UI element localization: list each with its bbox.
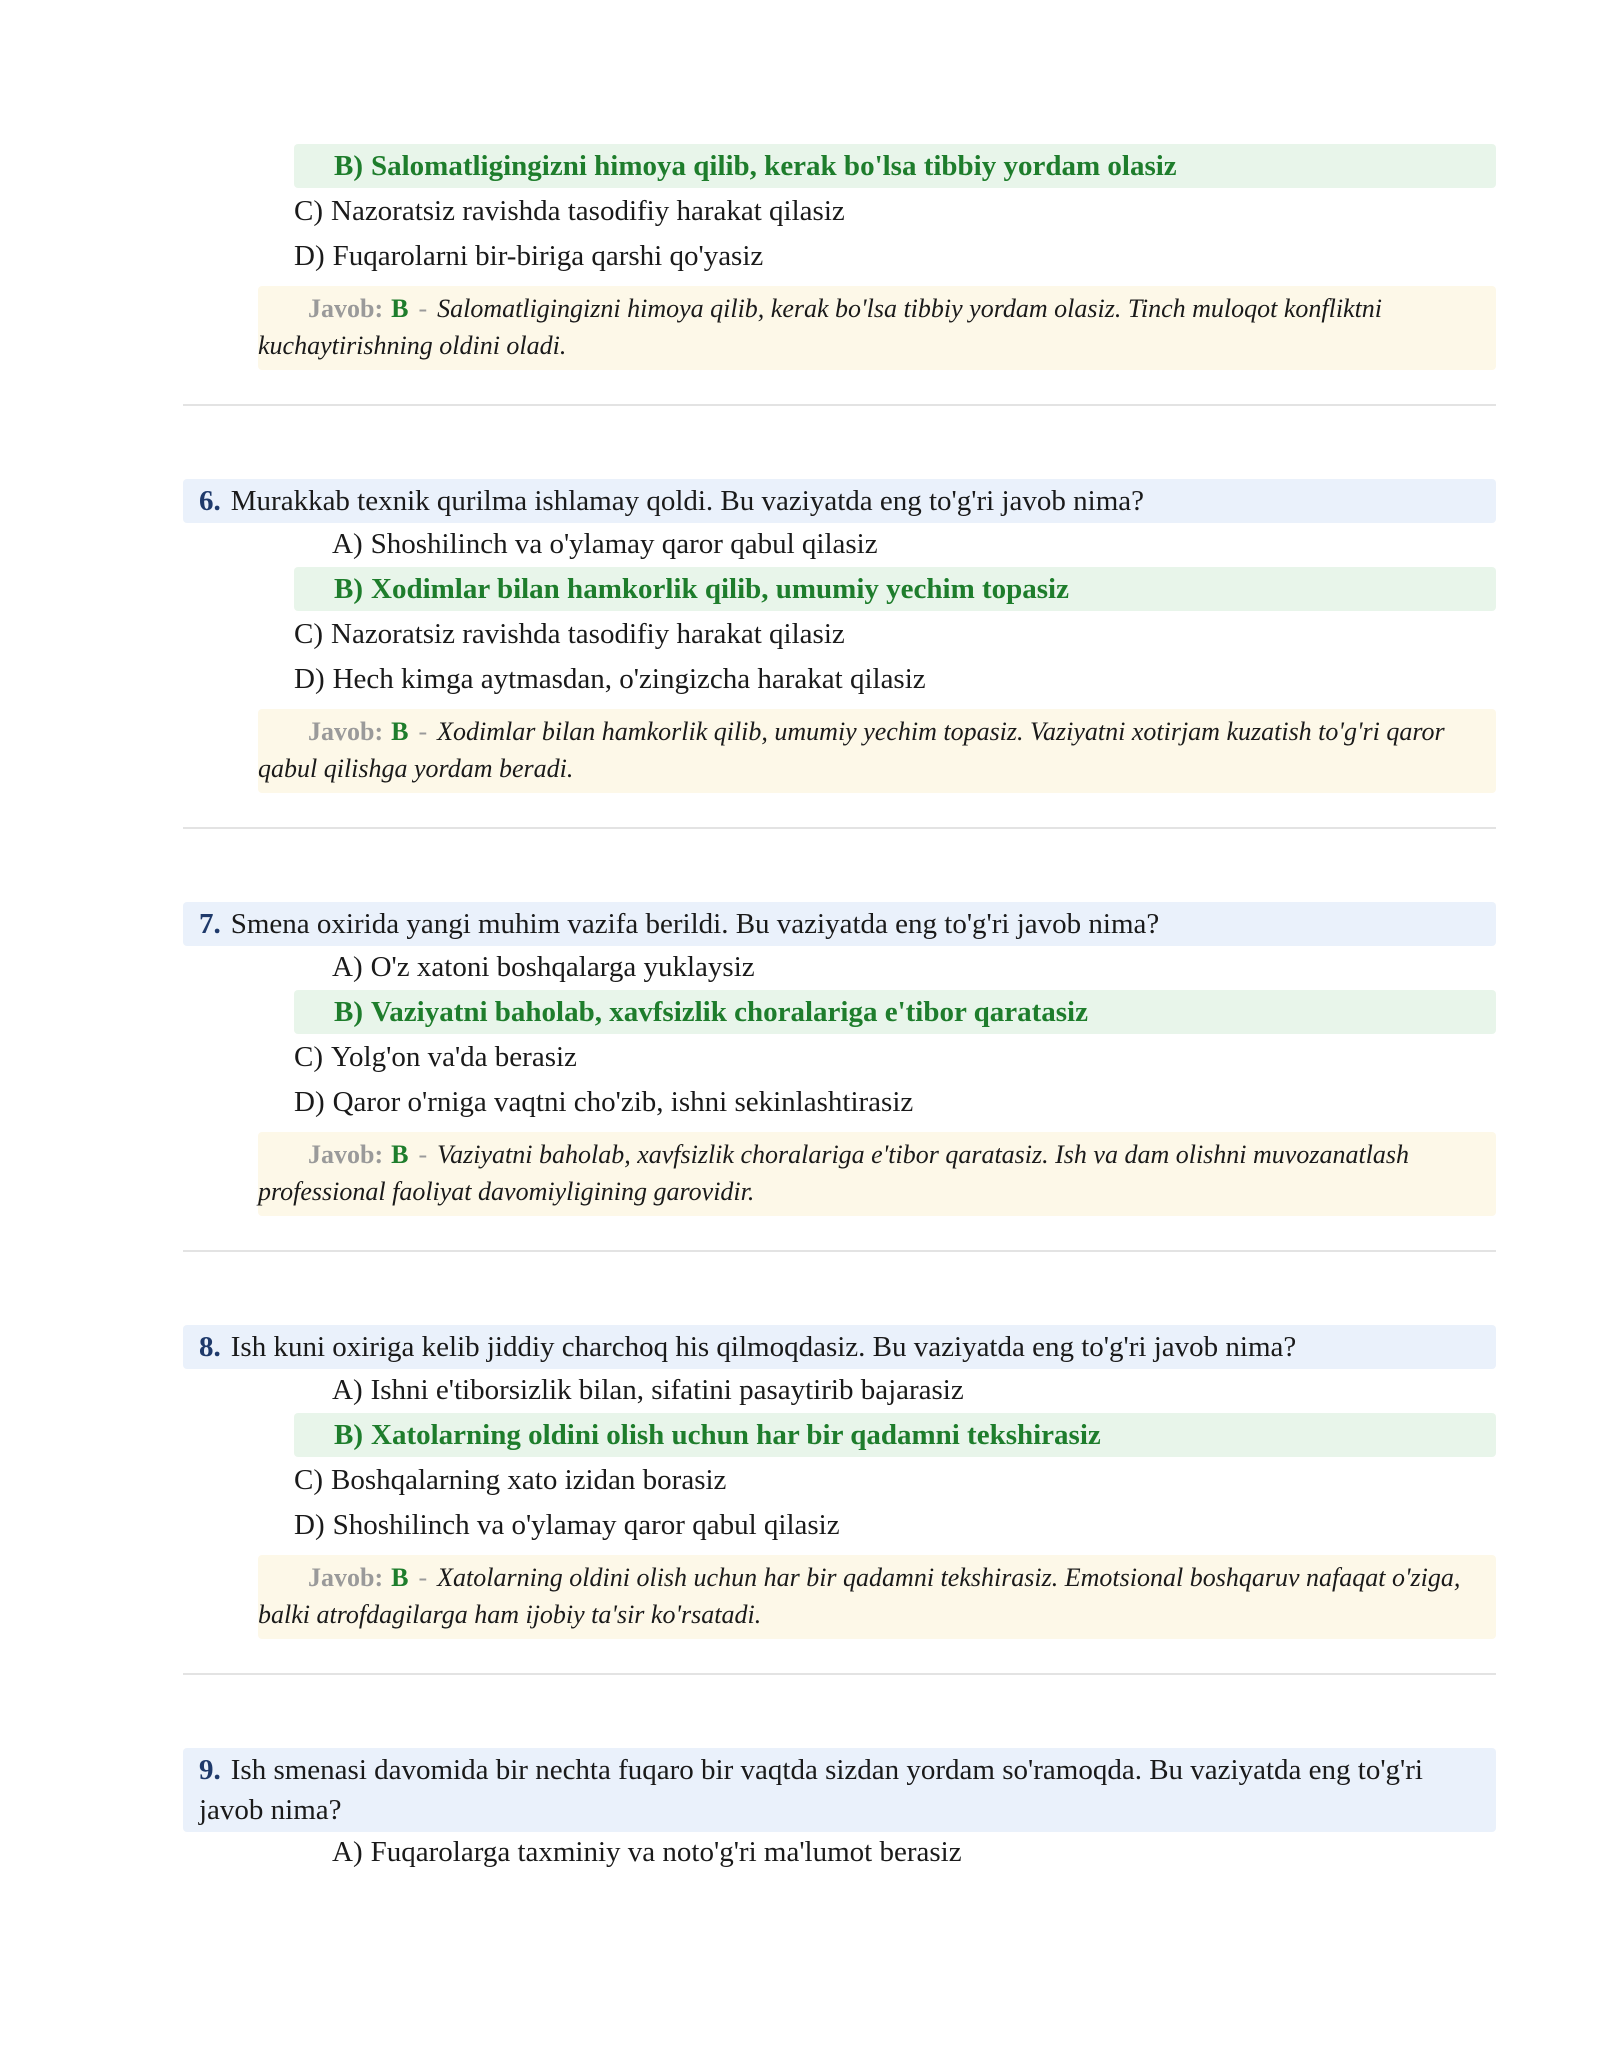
option-d xyxy=(294,1080,913,1124)
answer-letter: B xyxy=(391,294,409,323)
question-number: 6. xyxy=(199,485,221,517)
option-a xyxy=(332,1368,964,1412)
divider xyxy=(183,1673,1496,1675)
option-letter: C) xyxy=(294,1464,323,1496)
option-text: Boshqalarning xato izidan borasiz xyxy=(331,1464,727,1496)
option-letter: B) xyxy=(334,150,363,182)
answer-letter: B xyxy=(391,1563,409,1592)
question-text: Murakkab texnik qurilma ishlamay qoldi. Bu vaziyatda eng to'g'ri javob nima? xyxy=(230,485,1145,517)
option-letter: D) xyxy=(294,663,325,695)
option-c xyxy=(294,189,845,233)
question-text: Ish kuni oxiriga kelib jiddiy charchoq his qilmoqdasiz. Bu vaziyatda eng to'g'ri javob nima? xyxy=(230,1331,1297,1363)
question-7 xyxy=(183,902,1496,946)
option-b-correct xyxy=(294,990,1496,1034)
answer-text: Salomatligingizni himoya qilib, kerak bo'lsa tibbiy yordam olasiz. Tinch muloqot konfliktni kuchaytirishning oldini oladi. xyxy=(258,294,1383,360)
question-number: 8. xyxy=(199,1331,221,1363)
option-b-correct xyxy=(294,144,1496,188)
option-text: Xodimlar bilan hamkorlik qilib, umumiy yechim topasiz xyxy=(371,573,1069,605)
question-text: Smena oxirida yangi muhim vazifa berildi. Bu vaziyatda eng to'g'ri javob nima? xyxy=(230,908,1160,940)
option-text: Nazoratsiz ravishda tasodifiy harakat qilasiz xyxy=(331,195,845,227)
answer-dash: - xyxy=(418,1563,428,1592)
option-a xyxy=(332,945,755,989)
answer-box xyxy=(258,709,1496,793)
answer-letter: B xyxy=(391,717,409,746)
question-6 xyxy=(183,479,1496,523)
option-text: Vaziyatni baholab, xavfsizlik choralariga e'tibor qaratasiz xyxy=(371,996,1088,1028)
option-letter: C) xyxy=(294,195,323,227)
answer-text: Vaziyatni baholab, xavfsizlik choralariga e'tibor qaratasiz. Ish va dam olishni muvozanatlash professional faoliyat davomiyligining garovidir. xyxy=(258,1140,1410,1206)
question-number: 9. xyxy=(199,1754,221,1786)
option-b-correct xyxy=(294,1413,1496,1457)
option-text: Nazoratsiz ravishda tasodifiy harakat qilasiz xyxy=(331,618,845,650)
option-letter: C) xyxy=(294,1041,323,1073)
answer-box xyxy=(258,1555,1496,1639)
divider xyxy=(183,1250,1496,1252)
option-text: Qaror o'rniga vaqtni cho'zib, ishni sekinlashtirasiz xyxy=(332,1086,914,1118)
option-text: Shoshilinch va o'ylamay qaror qabul qilasiz xyxy=(370,528,878,560)
option-letter: B) xyxy=(334,1419,363,1451)
option-letter: D) xyxy=(294,1086,325,1118)
answer-label: Javob: xyxy=(308,1140,384,1169)
answer-box xyxy=(258,1132,1496,1216)
option-letter: A) xyxy=(332,1374,363,1406)
answer-text: Xatolarning oldini olish uchun har bir qadamni tekshirasiz. Emotsional boshqaruv nafaqat o'ziga, balki atrofdagilarga ham ijobiy ta'sir ko'rsatadi. xyxy=(258,1563,1461,1629)
answer-letter: B xyxy=(391,1140,409,1169)
option-letter: A) xyxy=(332,951,363,983)
option-letter: A) xyxy=(332,1836,363,1868)
answer-dash: - xyxy=(418,717,428,746)
answer-box xyxy=(258,286,1496,370)
option-letter: A) xyxy=(332,528,363,560)
option-letter: D) xyxy=(294,1509,325,1541)
divider xyxy=(183,827,1496,829)
option-a xyxy=(332,522,878,566)
question-8 xyxy=(183,1325,1496,1369)
answer-label: Javob: xyxy=(308,717,384,746)
option-c xyxy=(294,612,845,656)
option-text: Fuqarolarni bir-biriga qarshi qo'yasiz xyxy=(332,240,764,272)
option-text: Fuqarolarga taxminiy va noto'g'ri ma'lumot berasiz xyxy=(370,1836,962,1868)
option-letter: D) xyxy=(294,240,325,272)
option-c xyxy=(294,1035,577,1079)
option-text: Ishni e'tiborsizlik bilan, sifatini pasaytirib bajarasiz xyxy=(370,1374,964,1406)
option-a xyxy=(332,1830,962,1874)
option-letter: C) xyxy=(294,618,323,650)
question-9 xyxy=(183,1748,1496,1832)
question-number: 7. xyxy=(199,908,221,940)
answer-label: Javob: xyxy=(308,294,384,323)
option-text: Xatolarning oldini olish uchun har bir qadamni tekshirasiz xyxy=(371,1419,1101,1451)
option-d xyxy=(294,1503,840,1547)
option-text: O'z xatoni boshqalarga yuklaysiz xyxy=(370,951,755,983)
option-c xyxy=(294,1458,726,1502)
option-letter: B) xyxy=(334,996,363,1028)
answer-dash: - xyxy=(418,294,428,323)
option-text: Shoshilinch va o'ylamay qaror qabul qilasiz xyxy=(332,1509,840,1541)
divider xyxy=(183,404,1496,406)
option-b-correct xyxy=(294,567,1496,611)
option-letter: B) xyxy=(334,573,363,605)
option-text: Yolg'on va'da berasiz xyxy=(331,1041,577,1073)
answer-dash: - xyxy=(418,1140,428,1169)
option-d xyxy=(294,234,763,278)
option-text: Salomatligingizni himoya qilib, kerak bo'lsa tibbiy yordam olasiz xyxy=(371,150,1177,182)
answer-label: Javob: xyxy=(308,1563,384,1592)
question-text: Ish smenasi davomida bir nechta fuqaro bir vaqtda sizdan yordam so'ramoqda. Bu vaziyatda eng to'g'ri javob nima? xyxy=(199,1754,1423,1826)
answer-text: Xodimlar bilan hamkorlik qilib, umumiy yechim topasiz. Vaziyatni xotirjam kuzatish to'g'ri qaror qabul qilishga yordam beradi. xyxy=(258,717,1445,783)
option-d xyxy=(294,657,926,701)
option-text: Hech kimga aytmasdan, o'zingizcha harakat qilasiz xyxy=(332,663,926,695)
